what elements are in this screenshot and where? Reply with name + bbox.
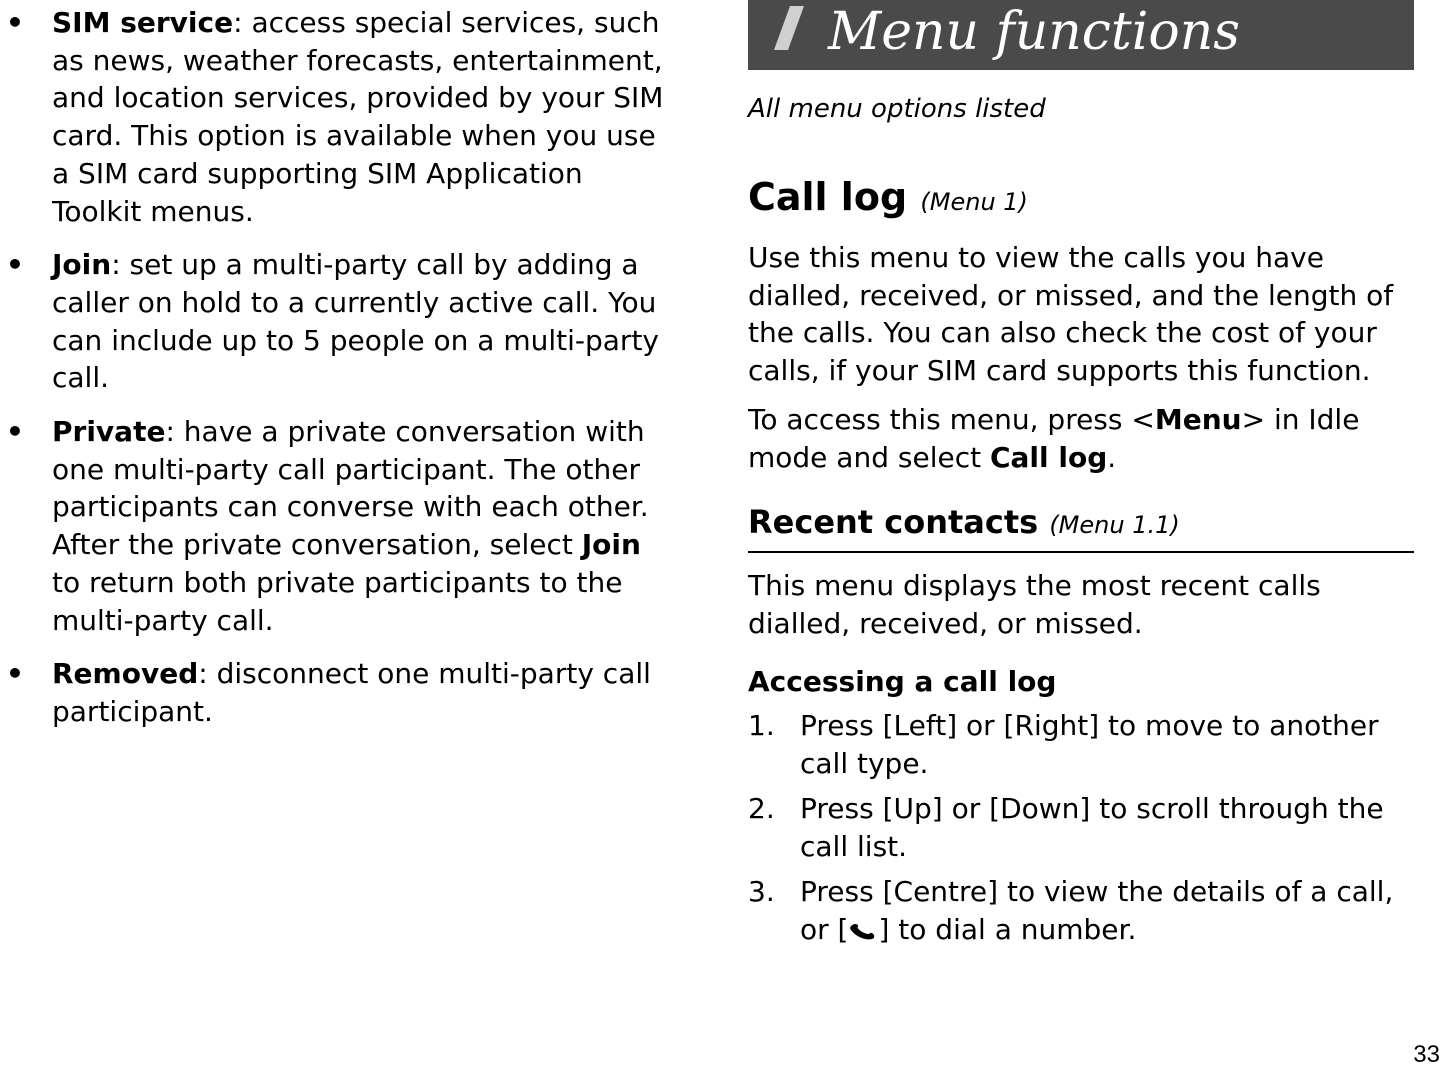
term-join-inline: Join <box>581 528 641 562</box>
step-number: 2. <box>748 792 775 825</box>
step-text: Press [Left] or [Right] to move to another call type. <box>800 709 1379 780</box>
step-number: 1. <box>748 709 775 742</box>
access-text-before: To access this menu, press < <box>748 403 1155 436</box>
call-log-description: Use this menu to view the calls you have dialled, received, or missed, and the length of the calls. You can also check the cost of your calls, if your SIM card supports this function. <box>748 241 1394 387</box>
term-removed: Removed <box>52 657 199 691</box>
bullet: • <box>6 657 24 691</box>
step-1 <box>748 707 1414 782</box>
step-text-before: Press [Centre] to view the details of a call, or [ <box>800 875 1394 946</box>
access-text-after: . <box>1107 440 1117 474</box>
banner-title: Menu functions <box>828 2 1240 62</box>
recent-contacts-heading <box>748 502 1414 553</box>
page-number: 33 <box>1413 1041 1440 1068</box>
step-3 <box>748 873 1414 948</box>
phone-dial-icon <box>848 918 878 942</box>
right-column <box>748 0 1414 948</box>
recent-contacts-menu-ref: (Menu 1.1) <box>1049 511 1180 539</box>
term-sim-service: SIM service <box>52 6 234 39</box>
step-text: Press [Up] or [Down] to scroll through the call list. <box>800 792 1384 863</box>
bullet: • <box>6 6 24 39</box>
list-item-private <box>0 413 670 639</box>
list-item-join <box>0 246 670 397</box>
desc-sim-service: : access special services, such as news, weather forecasts, entertainment, and location services, provided by your SIM card. This option is available when you use a SIM card supporting SIM Application Toolkit menus. <box>52 6 664 228</box>
access-text-middle: > in Idle mode and select <box>748 403 1360 474</box>
step-text-after: ] to dial a number. <box>878 912 1137 946</box>
list-item-removed <box>0 655 670 730</box>
section-banner <box>748 0 1414 70</box>
call-log-access-instructions <box>748 401 1414 476</box>
recent-contacts-description: This menu displays the most recent calls dialled, received, or missed. <box>748 569 1321 640</box>
recent-contacts-title: Recent contacts <box>748 503 1039 541</box>
call-log-heading <box>748 174 1414 225</box>
call-log-title: Call log <box>748 175 908 219</box>
call-log-menu-ref: (Menu 1) <box>920 188 1028 216</box>
desc-join: : set up a multi-party call by adding a caller on hold to a currently active call. You can include up to 5 people on a multi-party call. <box>52 248 659 395</box>
banner-stripe-decoration <box>774 6 804 50</box>
term-join: Join <box>52 248 112 282</box>
step-number: 3. <box>748 875 775 908</box>
banner-subtitle: All menu options listed <box>748 94 1046 124</box>
call-log-target: Call log <box>989 440 1108 474</box>
desc-private-before: : have a private conversation with one multi-party call participant. The other participants can converse with each other. After the private conversation, select <box>52 415 649 562</box>
desc-removed: : disconnect one multi-party call participant. <box>52 657 651 728</box>
bullet: • <box>6 415 24 449</box>
left-column <box>0 4 670 747</box>
term-private: Private <box>52 415 166 449</box>
step-2 <box>748 790 1414 865</box>
accessing-call-log-heading: Accessing a call log <box>748 665 1057 698</box>
desc-private-after: to return both private participants to the multi-party call. <box>52 565 623 637</box>
bullet: • <box>6 248 24 282</box>
menu-key: Menu <box>1154 403 1242 436</box>
list-item-sim-service <box>0 4 670 230</box>
